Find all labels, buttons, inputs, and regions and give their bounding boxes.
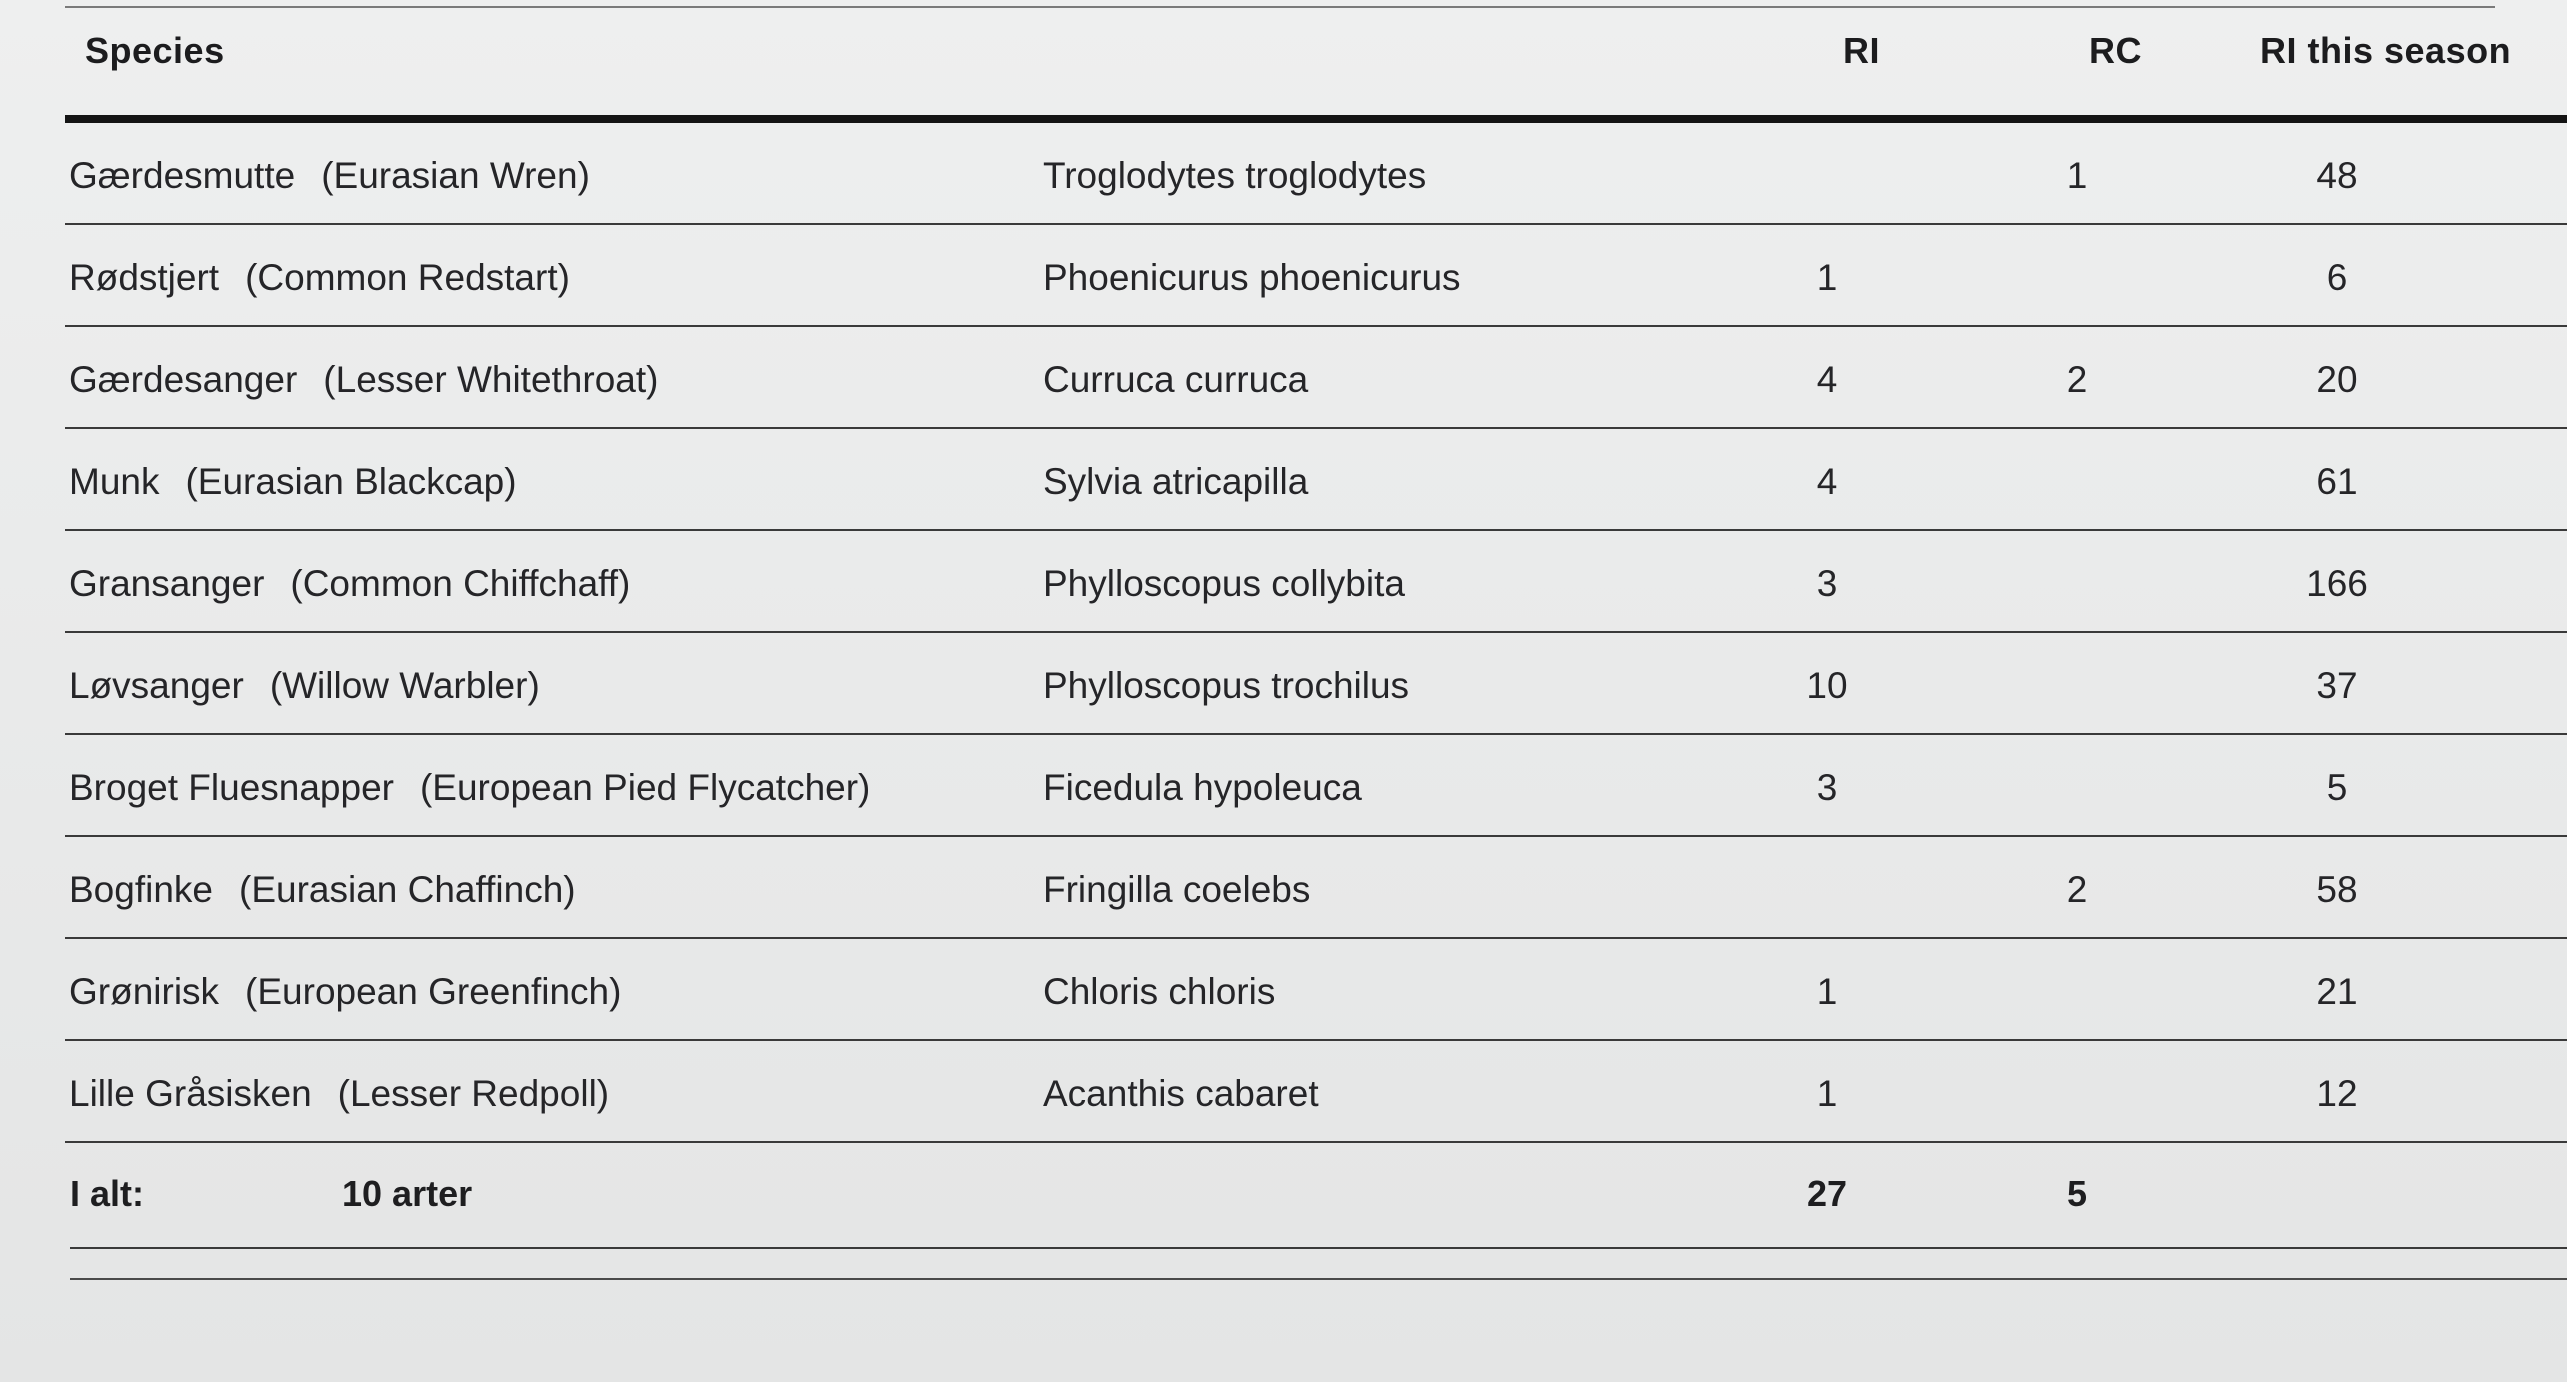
english-name: (Willow Warbler) xyxy=(269,665,540,706)
table-row xyxy=(65,735,2567,837)
scientific-name: Phoenicurus phoenicurus xyxy=(1043,257,1461,298)
scientific-name: Fringilla coelebs xyxy=(1043,869,1311,910)
native-name: Lille Gråsisken xyxy=(69,1073,312,1114)
header-ri: RI xyxy=(1843,30,1880,71)
header-rule xyxy=(65,115,2567,123)
ri-value: 4 xyxy=(1816,461,1838,502)
scientific-name: Troglodytes troglodytes xyxy=(1043,155,1427,196)
ri-value: 3 xyxy=(1816,767,1838,808)
english-name: (Eurasian Wren) xyxy=(321,155,590,196)
english-name: (Eurasian Blackcap) xyxy=(185,461,517,502)
ri-season-value: 37 xyxy=(2316,665,2358,706)
total-species-count: 10 arter xyxy=(342,1173,473,1214)
header-rc: RC xyxy=(2089,30,2142,71)
table-header xyxy=(0,0,2567,118)
scientific-name: Phylloscopus trochilus xyxy=(1043,665,1410,706)
english-name: (European Greenfinch) xyxy=(245,971,622,1012)
ri-season-value: 20 xyxy=(2316,359,2358,400)
native-name: Bogfinke xyxy=(69,869,213,910)
english-name: (Common Redstart) xyxy=(245,257,570,298)
rc-value: 2 xyxy=(2066,869,2088,910)
scientific-name: Acanthis cabaret xyxy=(1043,1073,1319,1114)
header-ri-this-season: RI this season xyxy=(2260,30,2512,71)
english-name: (European Pied Flycatcher) xyxy=(419,767,871,808)
scientific-name: Phylloscopus collybita xyxy=(1043,563,1405,604)
scientific-name: Curruca curruca xyxy=(1043,359,1309,400)
ri-value: 3 xyxy=(1816,563,1838,604)
table-row xyxy=(65,633,2567,735)
species-name-cell xyxy=(69,869,576,911)
species-name-cell xyxy=(69,563,630,605)
species-name-cell xyxy=(69,665,540,707)
species-name-cell xyxy=(69,971,621,1013)
ri-season-value: 48 xyxy=(2316,155,2358,196)
native-name: Gærdesanger xyxy=(69,359,298,400)
table-row xyxy=(65,531,2567,633)
ri-season-value: 12 xyxy=(2316,1073,2358,1114)
ri-season-value: 58 xyxy=(2316,869,2358,910)
scientific-name: Chloris chloris xyxy=(1043,971,1276,1012)
rc-value: 1 xyxy=(2066,155,2088,196)
table-row xyxy=(65,327,2567,429)
native-name: Gærdesmutte xyxy=(69,155,296,196)
ri-season-value: 5 xyxy=(2326,767,2348,808)
scientific-name: Sylvia atricapilla xyxy=(1043,461,1309,502)
total-rc: 5 xyxy=(2066,1173,2088,1214)
ri-value: 1 xyxy=(1816,257,1838,298)
species-name-cell xyxy=(69,155,590,197)
english-name: (Common Chiffchaff) xyxy=(290,563,631,604)
table-row xyxy=(65,939,2567,1041)
native-name: Rødstjert xyxy=(69,257,220,298)
ri-season-value: 166 xyxy=(2306,563,2368,604)
species-name-cell xyxy=(69,1073,609,1115)
native-name: Gransanger xyxy=(69,563,265,604)
ri-value: 10 xyxy=(1806,665,1848,706)
table-row xyxy=(65,123,2567,225)
ri-season-value: 61 xyxy=(2316,461,2358,502)
bottom-rule xyxy=(70,1278,2567,1280)
native-name: Grønirisk xyxy=(69,971,220,1012)
english-name: (Eurasian Chaffinch) xyxy=(239,869,576,910)
table-row xyxy=(65,837,2567,939)
table-row xyxy=(65,429,2567,531)
table-row xyxy=(65,1041,2567,1143)
ri-value: 1 xyxy=(1816,1073,1838,1114)
total-label: I alt: xyxy=(70,1173,145,1214)
ri-season-value: 6 xyxy=(2326,257,2348,298)
total-ri: 27 xyxy=(1806,1173,1848,1214)
native-name: Løvsanger xyxy=(69,665,244,706)
english-name: (Lesser Redpoll) xyxy=(337,1073,610,1114)
native-name: Broget Fluesnapper xyxy=(69,767,394,808)
species-name-cell xyxy=(69,767,870,809)
ri-season-value: 21 xyxy=(2316,971,2358,1012)
rc-value: 2 xyxy=(2066,359,2088,400)
scientific-name: Ficedula hypoleuca xyxy=(1043,767,1362,808)
english-name: (Lesser Whitethroat) xyxy=(323,359,659,400)
species-name-cell xyxy=(69,257,570,299)
species-name-cell xyxy=(69,461,517,503)
table-row xyxy=(65,225,2567,327)
header-species: Species xyxy=(85,30,225,71)
table-body xyxy=(0,123,2567,1249)
species-name-cell xyxy=(69,359,658,401)
ri-value: 4 xyxy=(1816,359,1838,400)
ri-value: 1 xyxy=(1816,971,1838,1012)
total-row xyxy=(70,1143,2567,1249)
native-name: Munk xyxy=(69,461,160,502)
